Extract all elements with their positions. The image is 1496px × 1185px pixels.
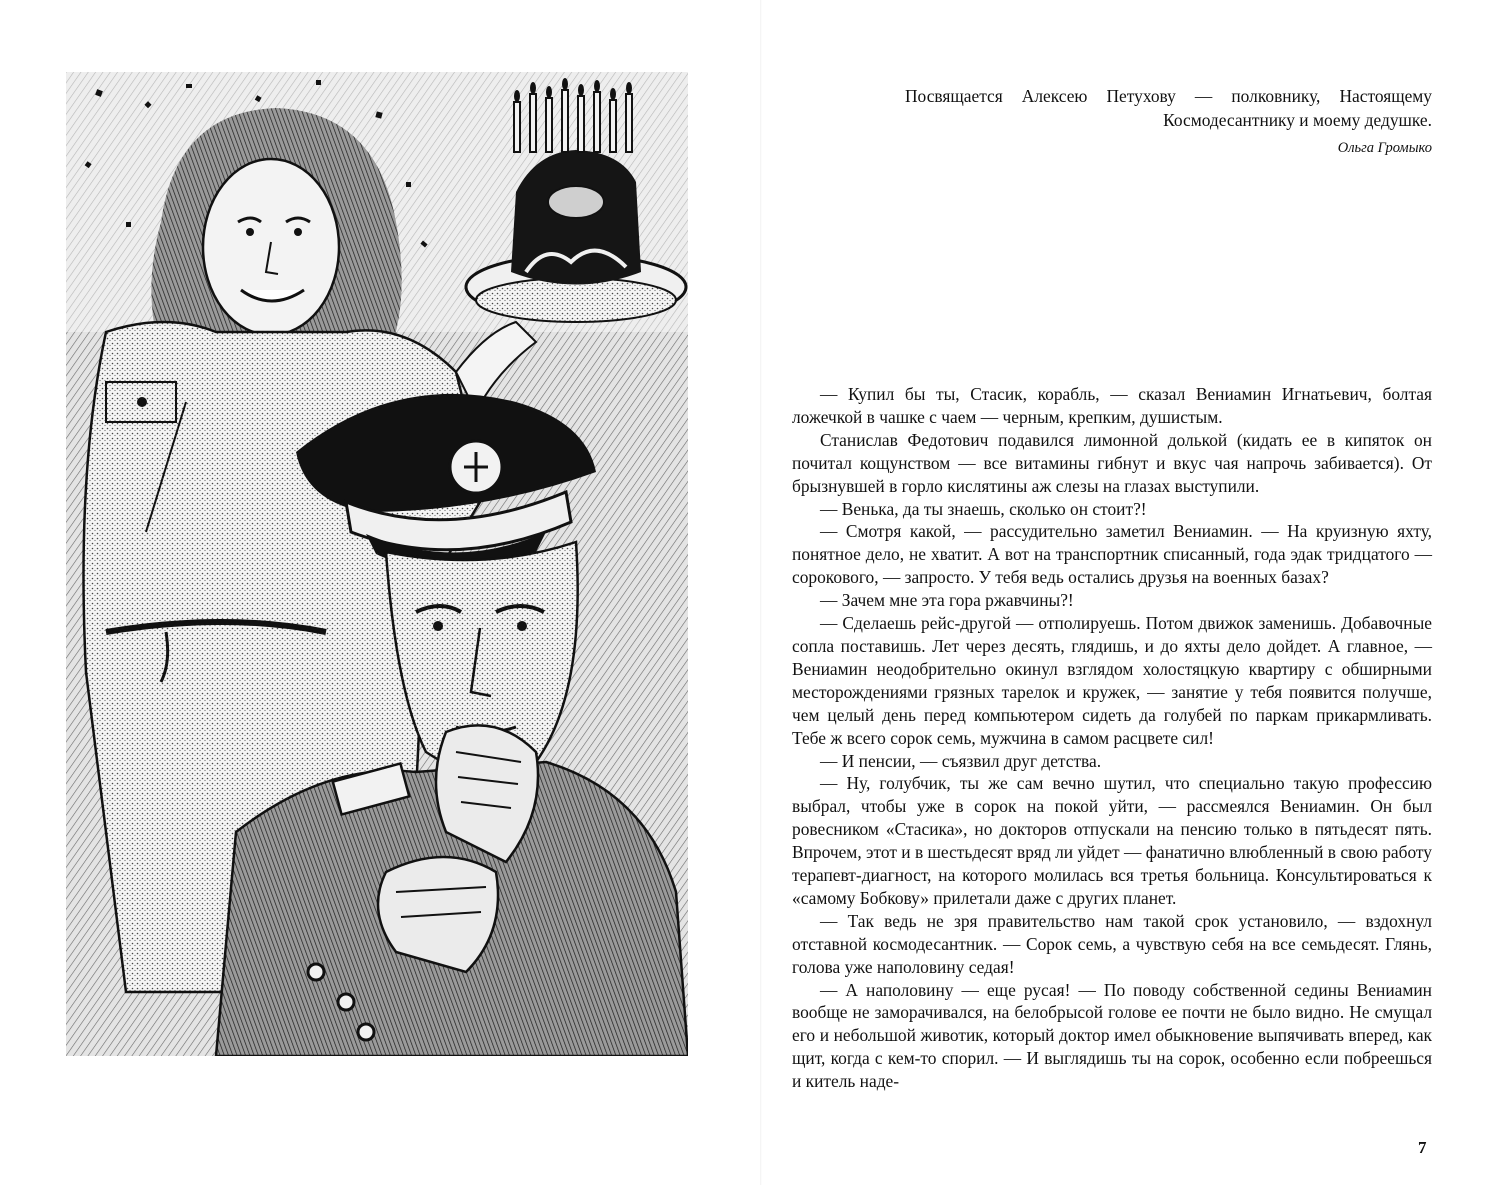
paragraph: — Ну, голубчик, ты же сам вечно шутил, что специально такую профессию выбрал, чтобы уже в сорок на покой уйти, — рассмеялся Вениамин. Он был ровесником «Стасика», но докторов отпускали на пенсию только в пятьдесят пять. Впрочем, этот и в шестьдесят вряд ли уйдет — фанатично влюбленный в свою работу терапевт-диагност, на которого молилась вся третья больница. Консультироваться к «самому Бобкову» прилетали даже с других планет. [792, 773, 1432, 908]
page-gutter [760, 0, 762, 1185]
paragraph: — А наполовину — еще русая! — По поводу собственной седины Вениамин вообще не заморачивался, на белобрысой голове ее почти не было видно. Не смущал его и небольшой животик, который доктор имел обыкновение выпячивать вперед, как щит, когда с кем-то спорил. — И выглядишь ты на сорок, особенно если побреешься и китель наде- [792, 979, 1432, 1092]
paragraph: Станислав Федотович подавился лимонной долькой (кидать ее в кипяток он почитал кощунством — все витамины гибнут и вкус чая напрочь забивается). От брызнувшей в горло кислятины аж слезы на глазах выступили. [792, 429, 1432, 496]
paragraph: — Венька, да ты знаешь, сколько он стоит?! [820, 498, 1147, 519]
illustration [66, 72, 688, 1056]
paragraph: — Зачем мне эта гора ржавчины?! [820, 590, 1074, 611]
illustration-drawing [66, 72, 688, 1056]
page-number: 7 [1418, 1138, 1427, 1157]
chapter-text [792, 383, 1432, 1093]
paragraph: — Купил бы ты, Стасик, корабль, — сказал Вениамин Игнатьевич, болтая ложечкой в чашке с чаем — черным, крепким, душистым. [792, 384, 1432, 427]
dedication [905, 84, 1432, 160]
paragraph: — Сделаешь рейс-другой — отполируешь. Потом движок заменишь. Добавочные сопла поставишь. Лет через десять, глядишь, и до яхты дело дойдет. А главное, — Вениамин неодобрительно окинул взглядом холостяцкую квартиру с обширными месторождениями грязных тарелок и кружек, — занятие у тебя появится получше, чем целый день перед компьютером сидеть да голубей по паркам прикармливать. Тебе ж всего сорок семь, мужчина в самом расцвете сил! [792, 613, 1432, 748]
dedication-text: Посвящается Алексею Петухову — полковнику, Настоящему Космодесантнику и моему дедушке. [905, 86, 1432, 130]
paragraph: — Так ведь не зря правительство нам такой срок установило, — вздохнул отставной космодесантник. — Сорок семь, а чувствую себя на все семьдесят. Глянь, голова уже наполовину седая! [792, 910, 1432, 977]
paragraph: — И пенсии, — съязвил друг детства. [820, 750, 1102, 771]
dedication-author: Ольга Громыко [1337, 140, 1432, 156]
paragraph: — Смотря какой, — рассудительно заметил Вениамин. — На круизную яхту, понятное дело, не хватит. А вот на транспортник списанный, года эдак тридцатого — сорокового, — запросто. У тебя ведь остались друзья на военных базах? [792, 521, 1432, 588]
